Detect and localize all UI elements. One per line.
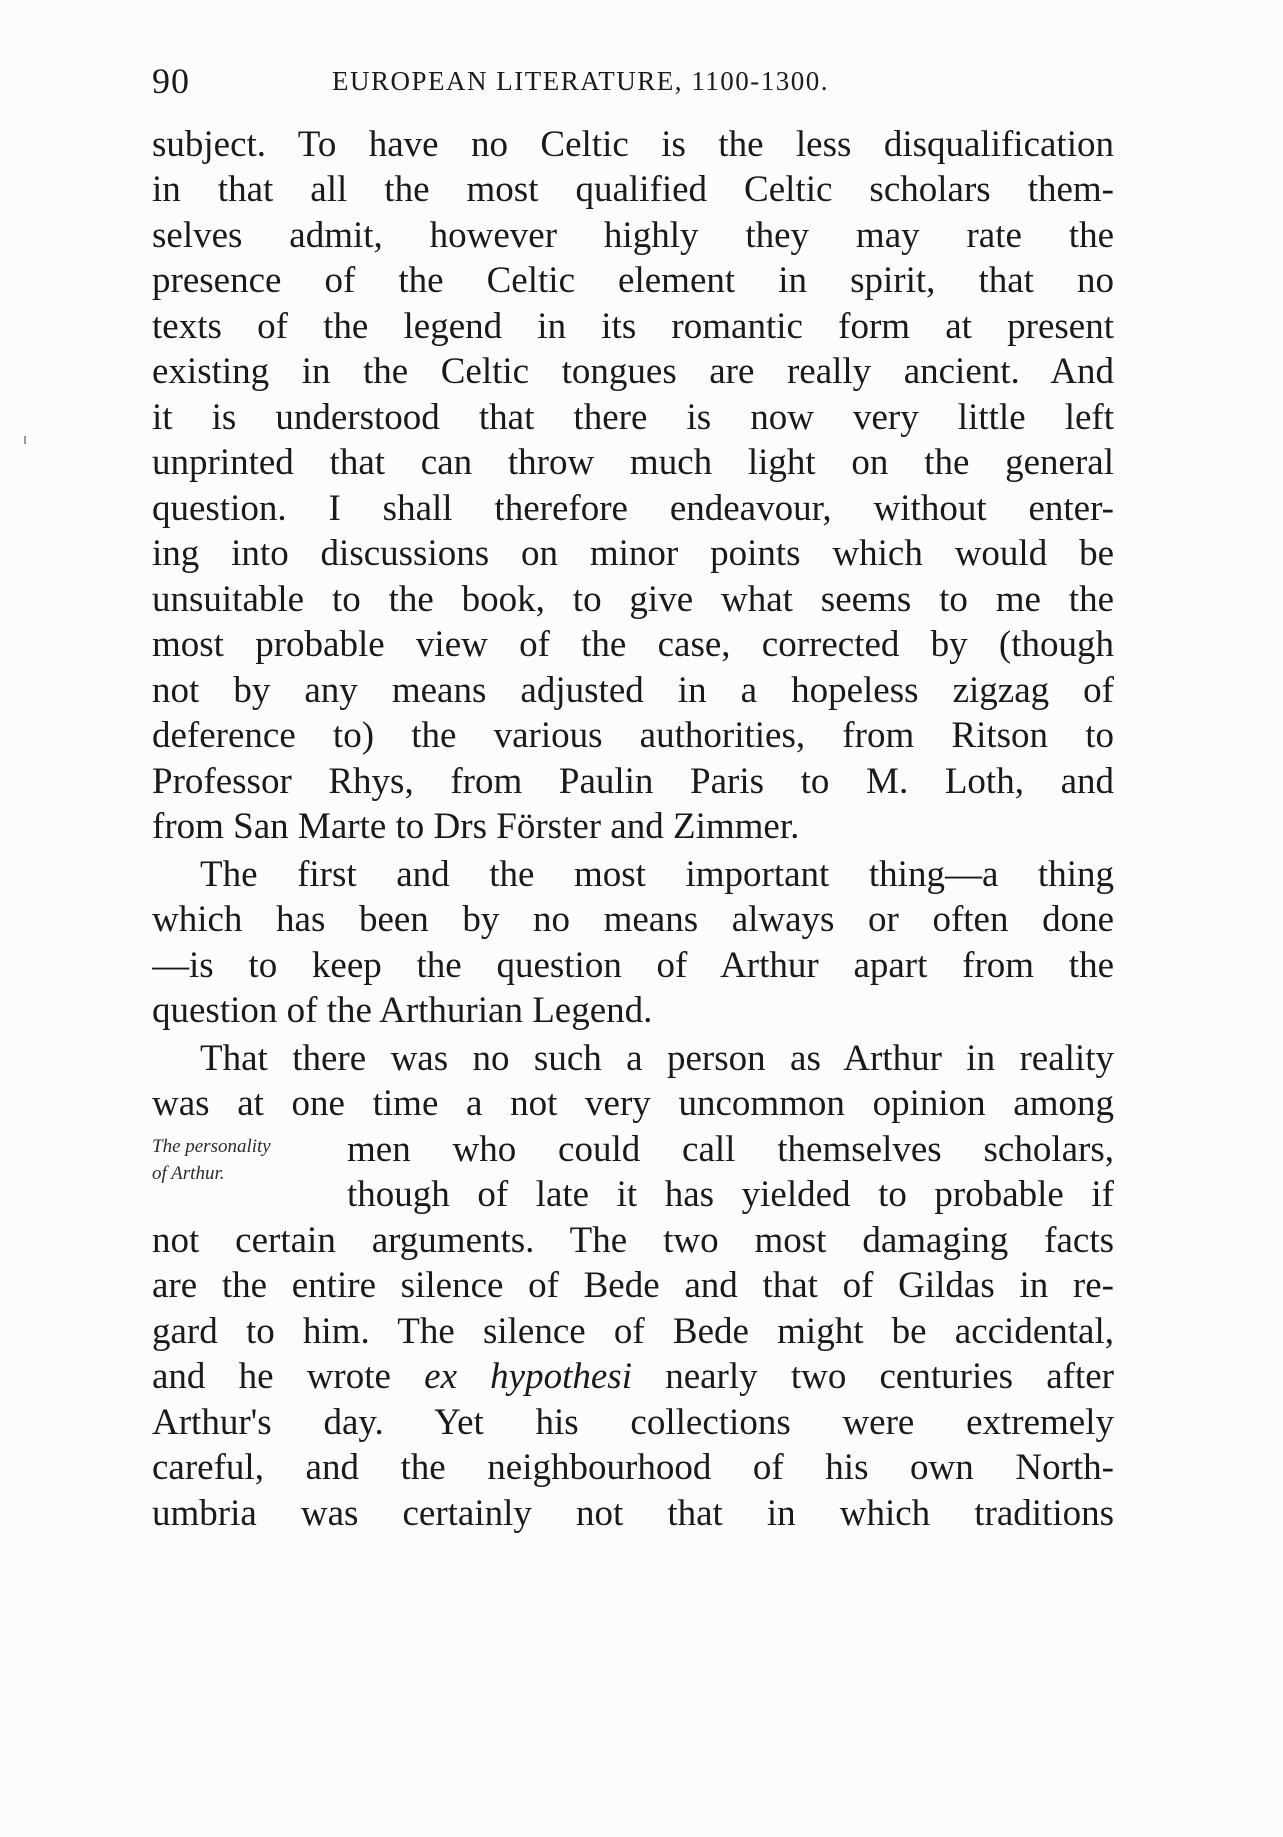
text-line: which has been by no means always or often done	[152, 899, 1114, 940]
text-line: presence of the Celtic element in spirit, that no	[152, 260, 1114, 301]
text-span: and he wrote	[152, 1356, 391, 1397]
text-line: subject. To have no Celtic is the less disqualification	[152, 124, 1114, 165]
text-line: existing in the Celtic tongues are really ancient. And	[152, 351, 1114, 392]
margin-speck	[24, 436, 26, 444]
text-span: nearly two centuries after	[665, 1356, 1114, 1397]
text-line: are the entire silence of Bede and that of Gildas in re-	[152, 1265, 1114, 1306]
text-line: deference to) the various authorities, from Ritson to	[152, 715, 1114, 756]
text-line: selves admit, however highly they may rate the	[152, 215, 1114, 256]
sidenote-line: of Arthur.	[152, 1163, 225, 1184]
text-line: not by any means adjusted in a hopeless zigzag of	[152, 670, 1114, 711]
text-line: texts of the legend in its romantic form at present	[152, 306, 1114, 347]
running-head	[152, 60, 932, 110]
text-line: was at one time a not very uncommon opinion among	[152, 1083, 1114, 1124]
text-line: in that all the most qualified Celtic scholars them-	[152, 169, 1114, 210]
text-line: question. I shall therefore endeavour, without enter-	[152, 488, 1114, 529]
text-line: That there was no such a person as Arthur in reality	[200, 1038, 1114, 1079]
text-line: Professor Rhys, from Paulin Paris to M. Loth, and	[152, 761, 1114, 802]
text-line: umbria was certainly not that in which traditions	[152, 1493, 1114, 1534]
running-title: EUROPEAN LITERATURE, 1100-1300.	[332, 66, 829, 96]
text-line: careful, and the neighbourhood of his own North-	[152, 1447, 1114, 1488]
text-line: —is to keep the question of Arthur apart from the	[152, 945, 1114, 986]
text-line: it is understood that there is now very little left	[152, 397, 1114, 438]
page-number: 90	[152, 61, 190, 101]
sidenote-line: The personality	[152, 1136, 271, 1157]
text-line: unprinted that can throw much light on the general	[152, 442, 1114, 483]
text-line: from San Marte to Drs Förster and Zimmer.	[152, 806, 800, 847]
text-line	[152, 1351, 1114, 1403]
text-line: most probable view of the case, corrected by (though	[152, 624, 1114, 665]
italic-phrase: ex hypothesi	[424, 1356, 632, 1397]
text-line: question of the Arthurian Legend.	[152, 990, 653, 1031]
text-line: The first and the most important thing—a thing	[200, 854, 1114, 895]
text-line: Arthur's day. Yet his collections were extremely	[152, 1402, 1114, 1443]
text-line: gard to him. The silence of Bede might be accidental,	[152, 1311, 1114, 1352]
text-line: ing into discussions on minor points which would be	[152, 533, 1114, 574]
text-line: though of late it has yielded to probable if	[347, 1174, 1114, 1215]
text-line: not certain arguments. The two most damaging facts	[152, 1220, 1114, 1261]
text-line: men who could call themselves scholars,	[347, 1129, 1114, 1170]
text-line: unsuitable to the book, to give what seems to me the	[152, 579, 1114, 620]
